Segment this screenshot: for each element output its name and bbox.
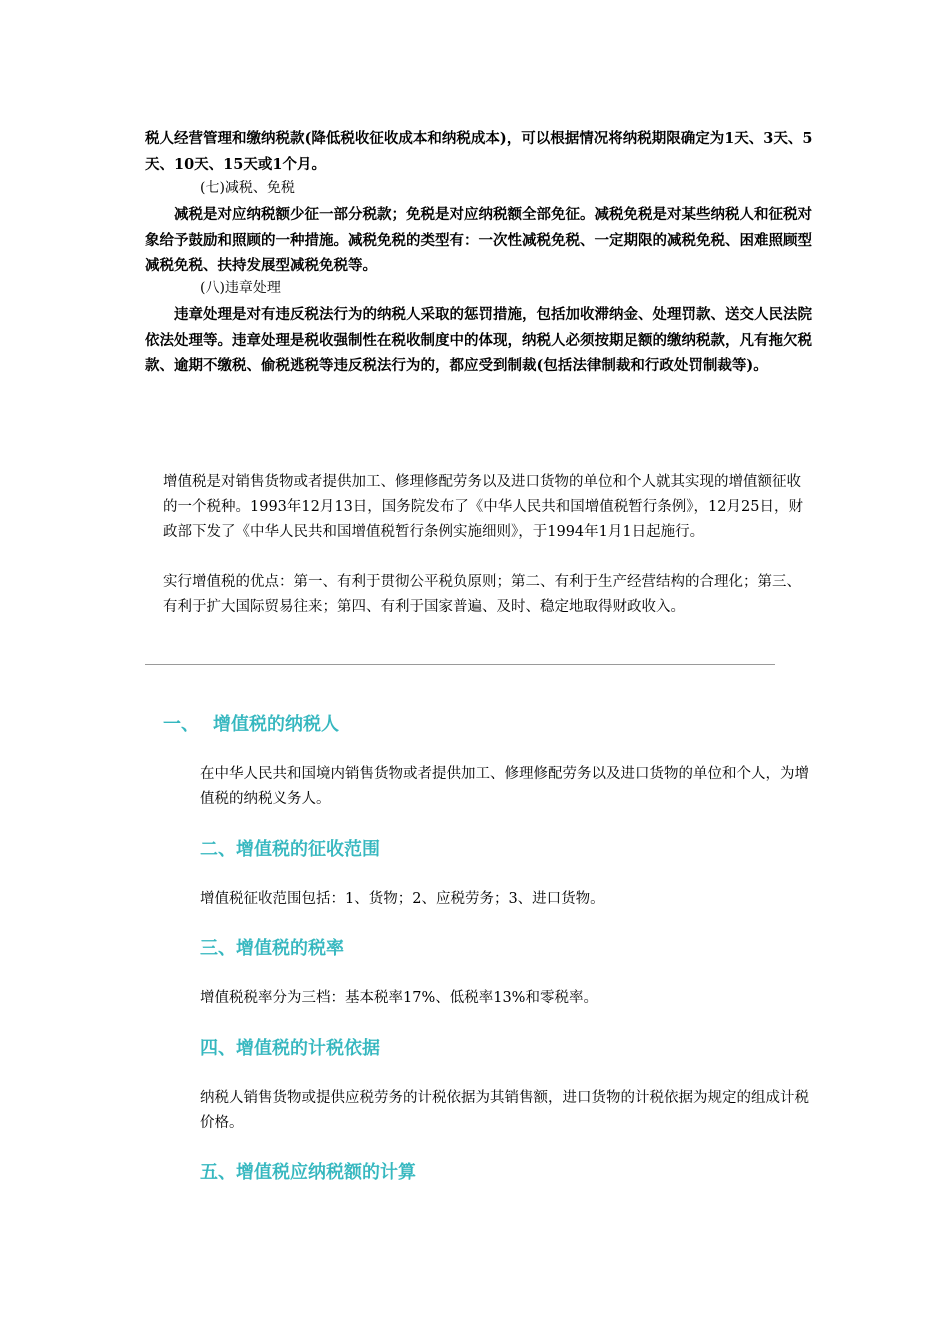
section-text-scope: 增值税征收范围包括：1、货物；2、应税劳务；3、进口货物。 — [200, 891, 605, 907]
section-number: 一、 — [163, 714, 199, 735]
section-heading-scope: 二、增值税的征收范围 — [200, 839, 380, 860]
tax-period-paragraph: 税人经营管理和缴纳税款(降低税收征收成本和纳税成本)，可以根据情况将纳税期限确定为1天、3天、5天、10天、15天或1个月。 — [145, 130, 813, 173]
section-heading-tax-basis: 四、增值税的计税依据 — [200, 1038, 380, 1059]
section-text-rate: 增值税税率分为三档：基本税率17%、低税率13%和零税率。 — [200, 990, 598, 1006]
vat-advantages-paragraph: 实行增值税的优点：第一、有利于贯彻公平税负原则；第二、有利于生产经营结构的合理化；第三、有利于扩大国际贸易往来；第四、有利于国家普遍、及时、稳定地取得财政收入。 — [163, 574, 801, 615]
section-text-taxpayer: 在中华人民共和国境内销售货物或者提供加工、修理修配劳务以及进口货物的单位和个人，为增值税的纳税义务人。 — [200, 766, 809, 807]
section-heading-rate: 三、增值税的税率 — [200, 938, 344, 959]
vat-intro-paragraph: 增值税是对销售货物或者提供加工、修理修配劳务以及进口货物的单位和个人就其实现的增值额征收的一个税种。1993年12月13日，国务院发布了《中华人民共和国增值税暂行条例》，12月25日，财政部下发了《中华人民共和国增值税暂行条例实施细则》，于1994年1月1日起施行。 — [163, 474, 803, 540]
section-text-tax-basis: 纳税人销售货物或提供应税劳务的计税依据为其销售额，进口货物的计税依据为规定的组成计税价格。 — [200, 1090, 809, 1131]
tax-reduction-paragraph: 减税是对应纳税额少征一部分税款；免税是对应纳税额全部免征。减税免税是对某些纳税人和征税对象给予鼓励和照顾的一种措施。减税免税的类型有：一次性减税免税、一定期限的减税免税、困难照顾型减税免税、扶持发展型减税免税等。 — [145, 206, 812, 274]
subheading-violation: (八)违章处理 — [200, 280, 281, 296]
subheading-tax-reduction: (七)减税、免税 — [200, 180, 295, 196]
section-title: 增值税的纳税人 — [213, 714, 339, 735]
section-heading-taxpayer — [163, 713, 339, 737]
section-heading-calculation: 五、增值税应纳税额的计算 — [200, 1162, 416, 1183]
violation-paragraph: 违章处理是对有违反税法行为的纳税人采取的惩罚措施，包括加收滞纳金、处理罚款、送交人民法院依法处理等。违章处理是税收强制性在税收制度中的体现，纳税人必须按期足额的缴纳税款，凡有拖欠税款、逾期不缴税、偷税逃税等违反税法行为的，都应受到制裁(包括法律制裁和行政处罚制裁等)。 — [145, 306, 812, 374]
horizontal-divider — [145, 664, 775, 665]
